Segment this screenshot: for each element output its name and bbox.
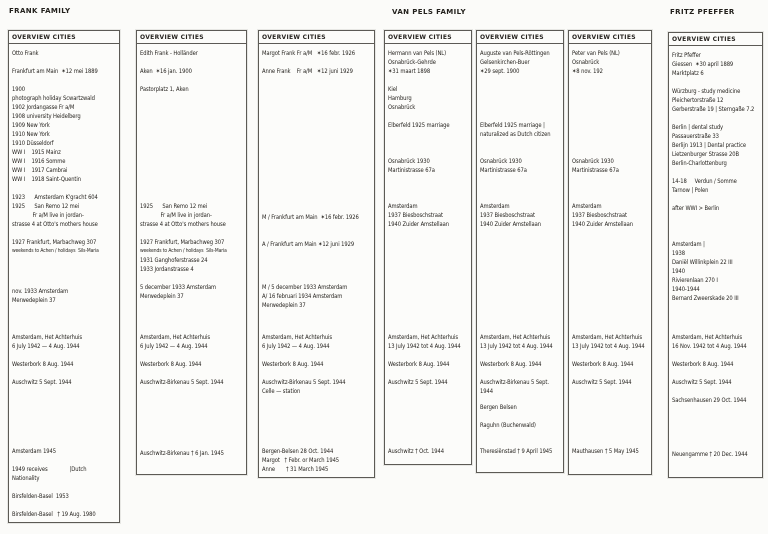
- timeline-line: Pastorplatz 1, Aken: [140, 86, 189, 93]
- timeline-line: Auschwitz-Birkenau † 6 Jan. 1945: [140, 450, 224, 457]
- timeline-line: 1940: [672, 268, 685, 275]
- timeline-line: A / Frankfurt am Main ✶12 juni 1929: [262, 241, 355, 248]
- timeline-line: weekends to Achen / holidays Sils-Maria: [140, 248, 227, 254]
- timeline-block: [140, 67, 231, 76]
- timeline-line: after WWI > Berlin: [672, 205, 720, 212]
- timeline-line: Auschwitz 5 Sept. 1944: [672, 379, 732, 386]
- group-header-van-pels-family: VAN PELS FAMILY: [392, 8, 466, 16]
- timeline-line: Amsterdam, Het Achterhuis: [672, 334, 743, 341]
- timeline-line: Bernard Zweerskade 20 III: [672, 295, 739, 302]
- timeline-block: [388, 333, 459, 351]
- timeline-line: nov. 1933 Amsterdam: [12, 288, 69, 295]
- timeline-line: Auschwitz † Oct. 1944: [388, 448, 445, 455]
- timeline-block: [672, 378, 749, 387]
- timeline-block: [572, 157, 640, 175]
- column-otto-frank: [8, 30, 120, 523]
- timeline-line: Merwedeplein 37: [12, 297, 56, 304]
- timeline-block: [672, 240, 749, 303]
- timeline-line: 6 July 1942 — 4 Aug. 1944: [140, 343, 208, 350]
- timeline-line: Amsterdam, Het Achterhuis: [140, 334, 211, 341]
- timeline-block: [12, 360, 104, 369]
- timeline-line: Birsfelden-Basel † 19 Aug. 1980: [12, 511, 96, 518]
- timeline-line: Westerbork 8 Aug. 1944: [672, 361, 734, 368]
- timeline-block: [140, 202, 231, 229]
- timeline-line: Berlin | dental study: [672, 124, 724, 131]
- timeline-line: Martinistrasse 67a: [572, 167, 619, 174]
- timeline-line: Westerbork 8 Aug. 1944: [480, 361, 542, 368]
- timeline-line: 1923 Amsterdam K'gracht 604: [12, 194, 98, 201]
- timeline-block: [12, 193, 104, 229]
- overview-header: OVERVIEW CITIES: [477, 31, 563, 44]
- timeline-block: [140, 283, 231, 301]
- timeline-line: Lietzenburger Strasse 20B: [672, 151, 739, 158]
- timeline-block: [480, 333, 551, 351]
- timeline-line: WW I 1916 Somme: [12, 158, 66, 165]
- timeline-line: 13 July 1942 tot 4 Aug. 1944: [572, 343, 645, 350]
- timeline-block: [262, 213, 359, 222]
- column-auguste-van-pels: [476, 30, 564, 473]
- timeline-block: [262, 378, 359, 396]
- timeline-line: Daniël Willinkplein 22 III: [672, 259, 733, 266]
- timeline-line: 14-18 Verdun / Somme: [672, 178, 737, 185]
- timeline-block: [672, 396, 749, 405]
- timeline-line: 6 July 1942 — 4 Aug. 1944: [262, 343, 330, 350]
- timeline-line: Martinistrasse 67a: [388, 167, 435, 174]
- timeline-line: Fritz Pfeffer: [672, 52, 701, 59]
- timeline-line: Pleichertorstraße 12: [672, 97, 724, 104]
- column-margot-anne-frank: [258, 30, 375, 478]
- timeline-line: Amsterdam: [480, 203, 510, 210]
- timeline-block: [388, 378, 459, 387]
- timeline-line: 1927 Frankfurt, Marbachweg 307: [140, 239, 225, 246]
- timeline-line: Amsterdam, Het Achterhuis: [12, 334, 83, 341]
- timeline-block: [140, 247, 231, 256]
- timeline-block: [12, 247, 104, 256]
- timeline-line: Marktplatz 6: [672, 70, 704, 77]
- timeline-line: 13 July 1942 tot 4 Aug. 1944: [388, 343, 461, 350]
- timeline-block: [672, 333, 749, 351]
- timeline-line: ✶8 nov. 192: [572, 68, 603, 75]
- timeline-block: [672, 123, 749, 168]
- timeline-line: 1925 San Remo 12 mei: [140, 203, 208, 210]
- timeline-block: [140, 378, 231, 387]
- timeline-block: [672, 360, 749, 369]
- column-hermann-van-pels: [384, 30, 472, 465]
- timeline-line: 1909 New York: [12, 122, 50, 129]
- timeline-line: Osnabrück: [388, 104, 416, 111]
- timeline-line: Merwedeplein 37: [262, 302, 306, 309]
- timeline-block: [572, 360, 640, 369]
- timeline-line: Gerberstraße 19 | Sterngaße 7.2: [672, 106, 755, 113]
- timeline-line: 6 July 1942 — 4 Aug. 1944: [12, 343, 80, 350]
- timeline-line: 1910 New York: [12, 131, 50, 138]
- timeline-line: Berlin-Charlottenburg: [672, 160, 727, 167]
- timeline-line: Osnabrück 1930: [480, 158, 522, 165]
- timeline-line: Margot † Febr. or March 1945: [262, 457, 340, 464]
- timeline-line: Otto Frank: [12, 50, 39, 57]
- timeline-block: [388, 85, 459, 112]
- timeline-line: photograph holiday Scwartzwald: [12, 95, 95, 102]
- timeline-block: [572, 333, 645, 351]
- column-edith-frank: [136, 30, 247, 475]
- timeline-block: [140, 333, 231, 351]
- timeline-block: [572, 447, 640, 456]
- timeline-block: [480, 49, 551, 76]
- timeline-line: WW I 1915 Mainz: [12, 149, 61, 156]
- timeline-line: Kiel: [388, 86, 398, 93]
- timeline-block: [672, 51, 749, 78]
- timeline-block: [12, 465, 104, 483]
- timeline-line: Auschwitz-Birkenau 5 Sept. 1944: [140, 379, 224, 386]
- timeline-line: 5 december 1933 Amsterdam: [140, 284, 217, 291]
- timeline-line: Amsterdam, Het Achterhuis: [262, 334, 333, 341]
- timeline-line: 1940 Zuider Amstellaan: [388, 221, 449, 228]
- timeline-line: Westerbork 8 Aug. 1944: [572, 361, 634, 368]
- timeline-block: [388, 121, 459, 130]
- timeline-block: [12, 238, 104, 247]
- timeline-line: Neuengamme † 20 Dec. 1944: [672, 451, 748, 458]
- timeline-block: [12, 49, 104, 58]
- timeline-line: ✶29 sept. 1900: [480, 68, 520, 75]
- timeline-block: [140, 256, 231, 274]
- timeline-block: [262, 360, 359, 369]
- timeline-line: weekends to Achen / holidays Sils-Maria: [12, 248, 99, 254]
- timeline-line: Anne † 31 March 1945: [262, 466, 329, 473]
- timeline-line: 1910 Düsseldorf: [12, 140, 54, 147]
- timeline-block: [672, 204, 749, 213]
- timeline-line: Westerbork 8 Aug. 1944: [12, 361, 74, 368]
- overview-header: OVERVIEW CITIES: [9, 31, 119, 44]
- timeline-line: 1937 Biesboschstraat: [480, 212, 535, 219]
- timeline-block: [480, 378, 551, 396]
- timeline-line: 1940 Zuider Amstellaan: [572, 221, 633, 228]
- timeline-line: Aken ✶16 jan. 1900: [140, 68, 192, 75]
- timeline-line: Margot Frank Fr a/M ✶16 febr. 1926: [262, 50, 355, 57]
- timeline-line: Sachsenhausen 29 Oct. 1944: [672, 397, 747, 404]
- timeline-block: [672, 87, 755, 114]
- timeline-block: [140, 49, 231, 58]
- timeline-block: [140, 449, 231, 458]
- timeline-line: strasse 4 at Otto's mothers house: [140, 221, 226, 228]
- column-peter-van-pels: [568, 30, 652, 475]
- timeline-line: Auschwitz 5 Sept. 1944: [388, 379, 448, 386]
- timeline-line: Osnabrück: [572, 59, 600, 66]
- timeline-line: Mauthausen † 5 May 1945: [572, 448, 639, 455]
- timeline-line: Anne Frank Fr a/M ✶12 juni 1929: [262, 68, 353, 75]
- timeline-line: 1938: [672, 250, 685, 257]
- timeline-line: Fr a/M live in jordan-: [140, 212, 212, 219]
- timeline-block: [388, 157, 459, 175]
- timeline-line: Auschwitz-Birkenau 5 Sept.: [480, 379, 549, 386]
- timeline-block: [480, 360, 551, 369]
- timeline-line: Elberfeld 1925 marriage |: [480, 122, 545, 129]
- timeline-line: 1944: [480, 388, 493, 395]
- timeline-line: Hamburg: [388, 95, 412, 102]
- group-header-frank-family: FRANK FAMILY: [9, 7, 71, 15]
- timeline-line: Amsterdam, Het Achterhuis: [388, 334, 459, 341]
- timeline-line: Amsterdam |: [672, 241, 705, 248]
- timeline-line: naturalized as Dutch citizen: [480, 131, 551, 138]
- timeline-block: [140, 360, 231, 369]
- timeline-line: Amsterdam: [388, 203, 418, 210]
- timeline-line: Berlijn 1913 | Dental practice: [672, 142, 747, 149]
- timeline-block: [572, 378, 640, 387]
- timeline-block: [262, 283, 359, 310]
- timeline-block: [572, 202, 640, 229]
- timeline-line: Auschwitz 5 Sept. 1944: [12, 379, 72, 386]
- timeline-line: Würzburg - study medicine: [672, 88, 741, 95]
- timeline-line: Amsterdam 1945: [12, 448, 57, 455]
- timeline-block: [480, 447, 551, 456]
- timeline-line: Hermann van Pels (NL): [388, 50, 447, 57]
- timeline-line: strasse 4 at Otto's mothers house: [12, 221, 98, 228]
- timeline-block: [480, 121, 551, 139]
- timeline-line: 1940 Zuider Amstellaan: [480, 221, 541, 228]
- timeline-block: [572, 49, 640, 76]
- timeline-line: M / 5 december 1933 Amsterdam: [262, 284, 348, 291]
- timeline-line: Martinistrasse 67a: [480, 167, 527, 174]
- timeline-block: [140, 85, 231, 94]
- timeline-line: M / Frankfurt am Main ✶16 febr. 1926: [262, 214, 359, 221]
- timeline-block: [388, 202, 459, 229]
- overview-header: OVERVIEW CITIES: [385, 31, 471, 44]
- timeline-line: 1927 Frankfurt, Marbachweg 307: [12, 239, 97, 246]
- timeline-line: Amsterdam, Het Achterhuis: [572, 334, 643, 341]
- timeline-block: [12, 333, 104, 351]
- timeline-block: [262, 240, 359, 249]
- timeline-block: [480, 403, 551, 412]
- timeline-line: WW I 1917 Cambrai: [12, 167, 68, 174]
- timeline-line: 1900: [12, 86, 25, 93]
- timeline-line: Auguste van Pels-Röttingen: [480, 50, 550, 57]
- timeline-line: Edith Frank - Holländer: [140, 50, 198, 57]
- timeline-line: Osnabrück 1930: [388, 158, 430, 165]
- timeline-line: 16 Nov. 1942 tot 4 Aug. 1944: [672, 343, 747, 350]
- timeline-line: Frankfurt am Main ✶12 mei 1889: [12, 68, 98, 75]
- timeline-block: [12, 85, 104, 184]
- timeline-block: [262, 49, 359, 58]
- timeline-line: Birsfelden-Basel 1953: [12, 493, 69, 500]
- timeline-line: 1902 Jordangasse Fr a/M: [12, 104, 75, 111]
- column-fritz-pfeffer: [668, 32, 763, 478]
- timeline-line: Raguhn (Buchenwald): [480, 422, 536, 429]
- timeline-line: Auschwitz 5 Sept. 1944: [572, 379, 632, 386]
- timeline-block: [672, 450, 749, 459]
- timeline-line: Bergen Belsen: [480, 404, 517, 411]
- timeline-line: Auschwitz-Birkenau 5 Sept. 1944: [262, 379, 346, 386]
- timeline-block: [262, 67, 359, 76]
- timeline-line: Tarnow | Polen: [672, 187, 709, 194]
- overview-header: OVERVIEW CITIES: [259, 31, 374, 44]
- timeline-block: [12, 510, 104, 519]
- timeline-line: 1931 Ganghoferstrasse 24: [140, 257, 208, 264]
- timeline-block: [140, 238, 231, 247]
- timeline-block: [12, 378, 104, 387]
- timeline-line: Giessen ✶30 april 1889: [672, 61, 734, 68]
- timeline-block: [12, 447, 104, 456]
- timeline-line: Westerbork 8 Aug. 1944: [140, 361, 202, 368]
- timeline-block: [480, 157, 551, 175]
- timeline-line: 1940-1944: [672, 286, 700, 293]
- timeline-line: Nationality: [12, 475, 40, 482]
- timeline-block: [672, 177, 749, 195]
- timeline-line: Peter van Pels (NL): [572, 50, 620, 57]
- timeline-line: WW I 1918 Saint-Quentin: [12, 176, 81, 183]
- timeline-line: Fr a/M live in jordan-: [12, 212, 84, 219]
- overview-header: OVERVIEW CITIES: [137, 31, 246, 44]
- timeline-line: 1908 university Heidelberg: [12, 113, 81, 120]
- timeline-line: 1937 Biesboschstraat: [388, 212, 443, 219]
- timeline-block: [12, 287, 104, 305]
- timeline-block: [480, 421, 551, 430]
- timeline-line: 1933 Jordanstrasse 4: [140, 266, 194, 273]
- timeline-line: Passauerstraße 33: [672, 133, 719, 140]
- timeline-line: 1937 Biesboschstraat: [572, 212, 627, 219]
- timeline-line: Osnabrück-Gehrde: [388, 59, 436, 66]
- timeline-line: Bergen-Belsen 28 Oct. 1944: [262, 448, 334, 455]
- timeline-block: [12, 492, 104, 501]
- timeline-line: Amsterdam: [572, 203, 602, 210]
- timeline-block: [388, 49, 459, 76]
- timeline-line: Celle — station: [262, 388, 301, 395]
- timeline-line: 1949 receives |Dutch: [12, 466, 87, 473]
- timeline-block: [388, 447, 459, 456]
- group-header-fritz-pfeffer: FRITZ PFEFFER: [670, 8, 735, 16]
- overview-header: OVERVIEW CITIES: [669, 33, 762, 46]
- timeline-line: Merwedeplein 37: [140, 293, 184, 300]
- timeline-block: [12, 67, 104, 76]
- timeline-line: Theresiënstad † 9 April 1945: [480, 448, 553, 455]
- timeline-line: Rivierenlaan 270 I: [672, 277, 718, 284]
- timeline-block: [480, 202, 551, 229]
- timeline-line: ✶31 maart 1898: [388, 68, 431, 75]
- timeline-line: Amsterdam, Het Achterhuis: [480, 334, 551, 341]
- overview-header: OVERVIEW CITIES: [569, 31, 651, 44]
- timeline-block: [262, 447, 359, 474]
- timeline-block: [262, 333, 359, 351]
- timeline-line: Westerbork 8 Aug. 1944: [388, 361, 450, 368]
- timeline-line: 13 July 1942 tot 4 Aug. 1944: [480, 343, 553, 350]
- timeline-line: Osnabrück 1930: [572, 158, 614, 165]
- timeline-block: [388, 360, 459, 369]
- timeline-line: A/ 16 februari 1934 Amsterdam: [262, 293, 343, 300]
- timeline-line: 1925 San Remo 12 mei: [12, 203, 80, 210]
- timeline-line: Westerbork 8 Aug. 1944: [262, 361, 324, 368]
- timeline-line: Elberfeld 1925 marriage: [388, 122, 450, 129]
- timeline-line: Gelsenkirchen-Buer: [480, 59, 530, 66]
